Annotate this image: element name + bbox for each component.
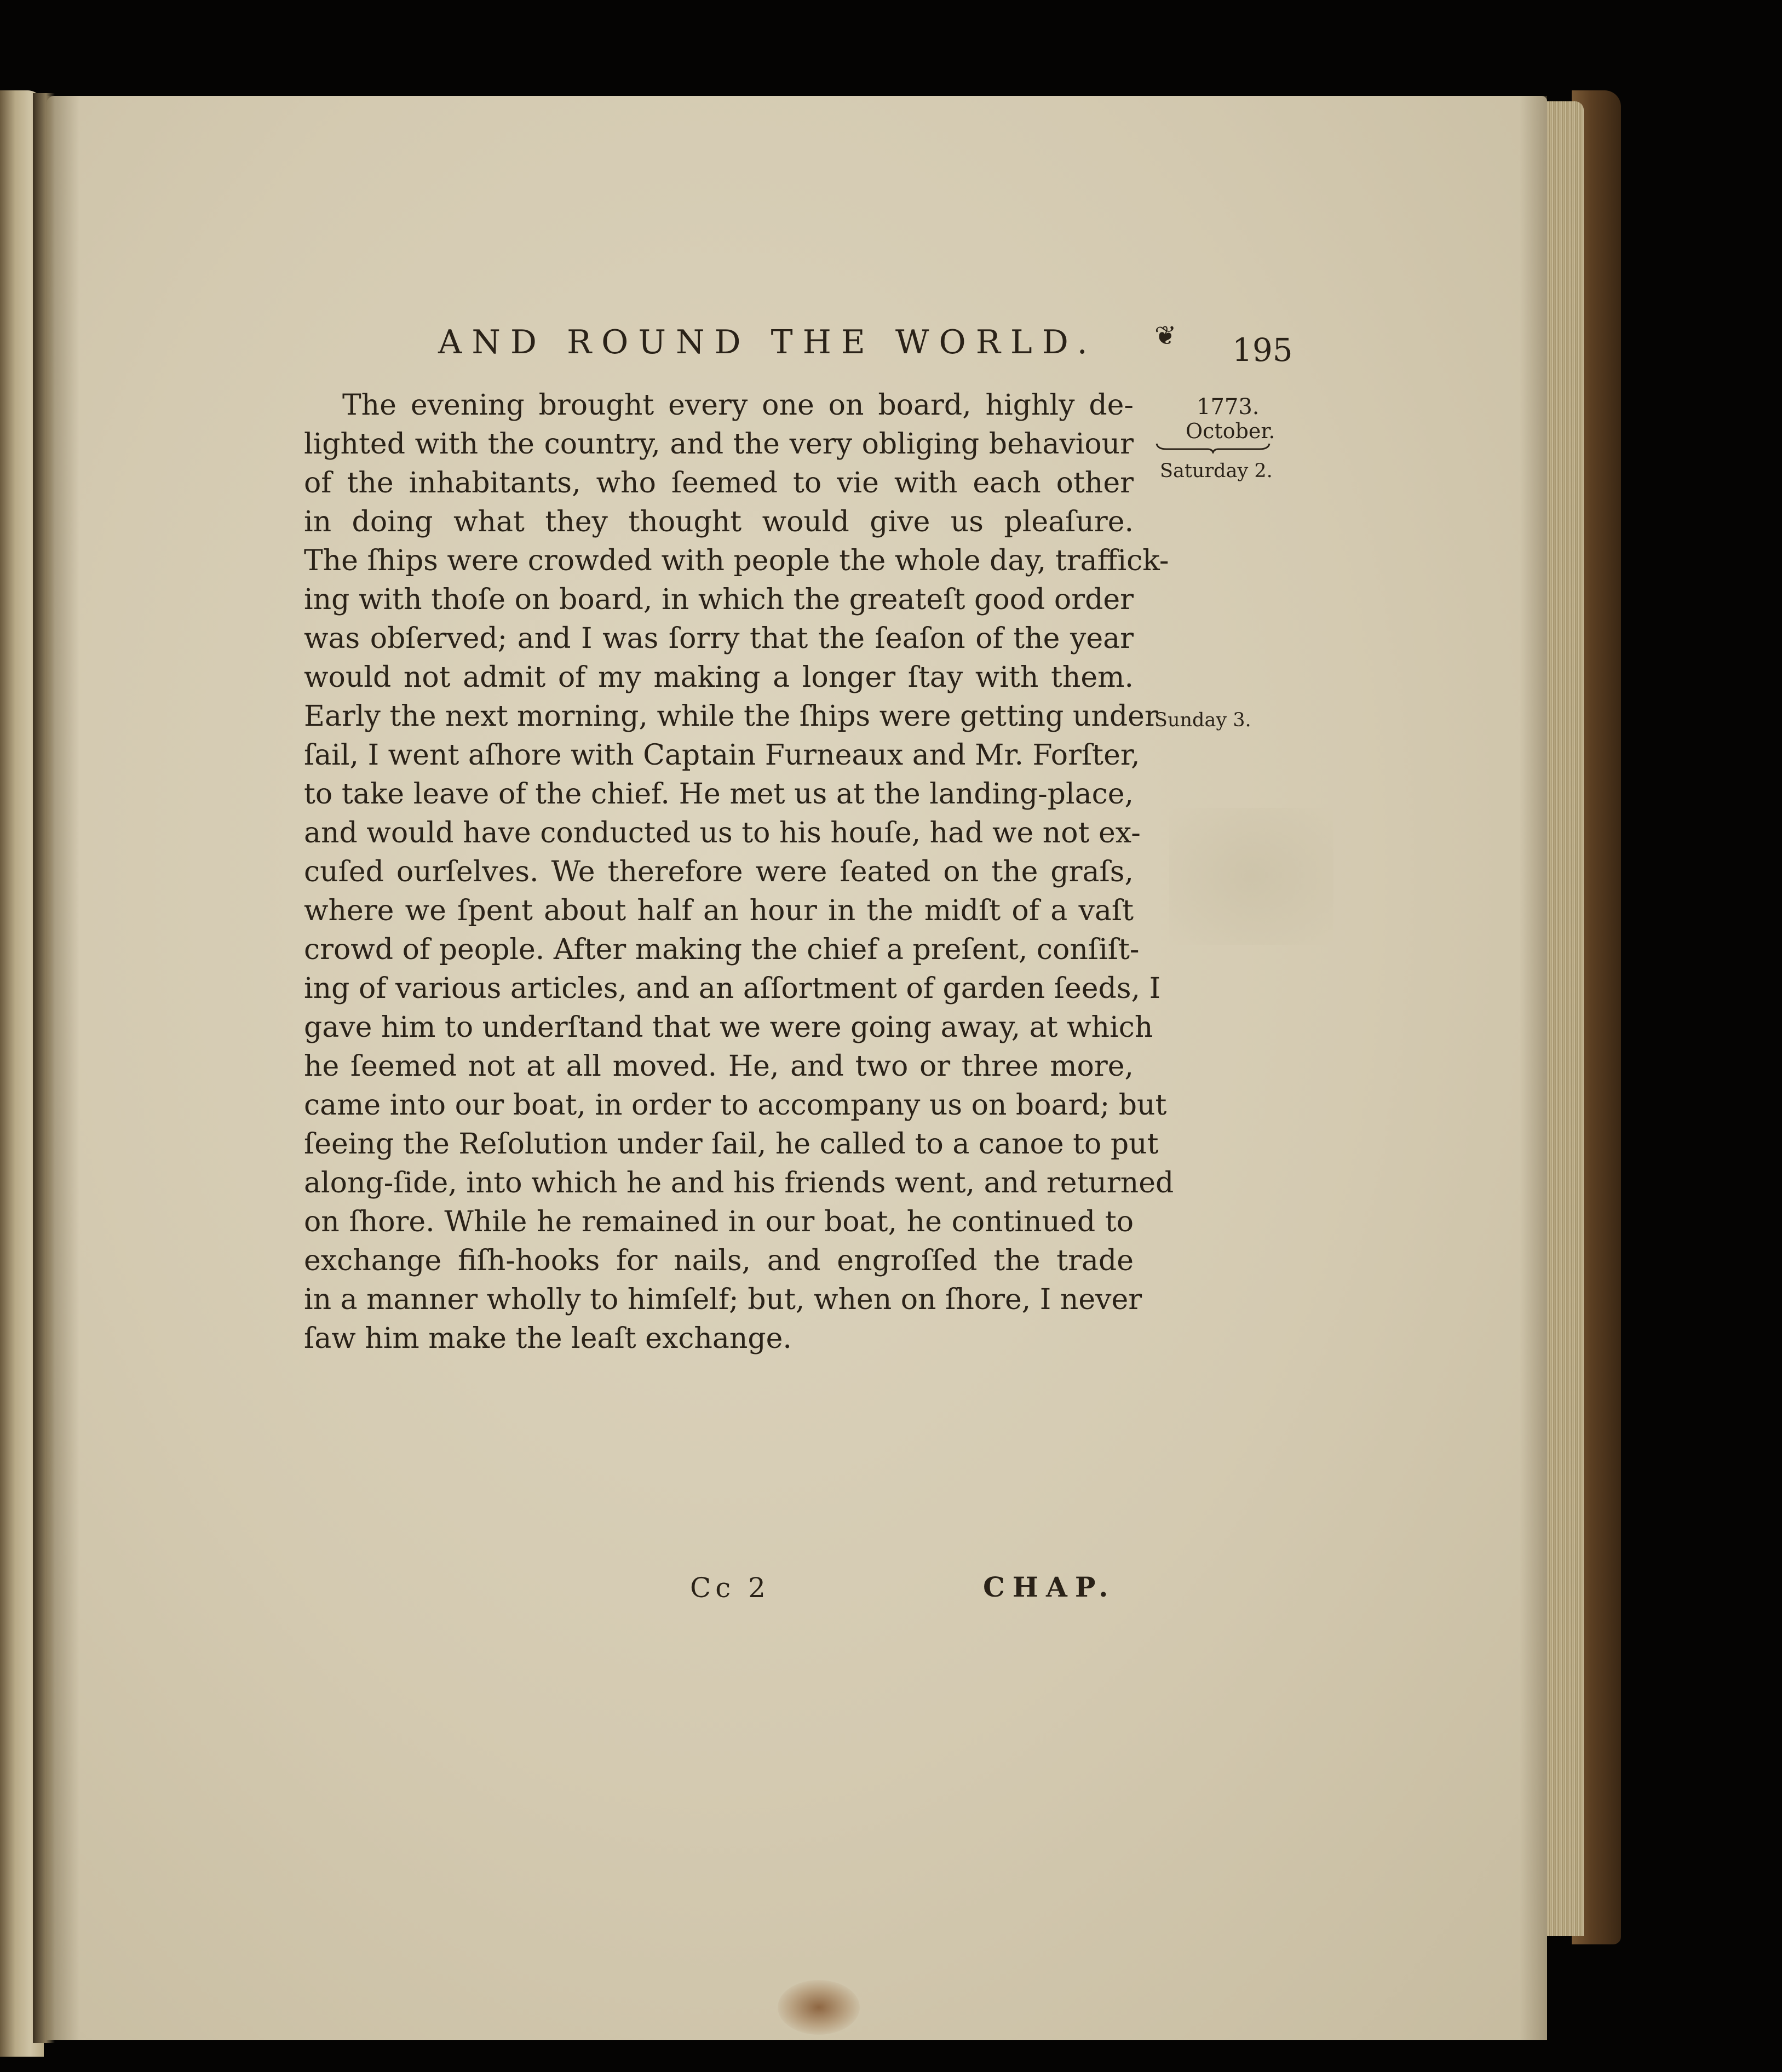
show-through bbox=[1169, 808, 1333, 945]
text-line: would not admit of my making a longer ſtay with them. bbox=[304, 661, 1134, 694]
text-line: ſail, I went aſhore with Captain Furneaux and Mr. Forſter, bbox=[304, 739, 1140, 772]
text-line: to take leave of the chief. He met us at the landing-place, bbox=[304, 778, 1134, 811]
text-line: gave him to underſtand that we were going away, at which bbox=[304, 1011, 1153, 1044]
text-line: cuſed ourſelves. We therefore were ſeated on the graſs, bbox=[304, 856, 1134, 888]
text-line: and would have conducted us to his houſe, had we not ex- bbox=[304, 817, 1141, 850]
text-line: ſeeing the Reſolution under ſail, he called to a canoe to put bbox=[304, 1128, 1159, 1161]
margin-brace-icon bbox=[1156, 443, 1271, 454]
margin-year: 1773. bbox=[1197, 394, 1260, 420]
text-line: of the inhabitants, who ſeemed to vie with each other bbox=[304, 467, 1134, 500]
margin-month: October. bbox=[1186, 419, 1275, 443]
text-line: The evening brought every one on board, highly de- bbox=[342, 389, 1134, 422]
text-line: on ſhore. While he remained in our boat, he continued to bbox=[304, 1206, 1134, 1238]
text-line: lighted with the country, and the very obliging behaviour bbox=[304, 428, 1134, 461]
catchword: CHAP. bbox=[983, 1571, 1116, 1603]
printer-ornament-icon: ❦ bbox=[1154, 322, 1177, 351]
text-line: along-ſide, into which he and his friends went, and returned bbox=[304, 1167, 1174, 1199]
text-line: was obſerved; and I was ſorry that the ſeaſon of the year bbox=[304, 622, 1134, 655]
body-paragraph bbox=[304, 386, 1174, 1358]
signature-mark: Cc 2 bbox=[690, 1572, 770, 1604]
page-number: 195 bbox=[1232, 331, 1293, 369]
text-line: in a manner wholly to himſelf; but, when on ſhore, I never bbox=[304, 1283, 1142, 1316]
text-line: Early the next morning, while the ſhips were getting under bbox=[304, 700, 1158, 733]
text-line: in doing what they thought would give us pleaſure. bbox=[304, 506, 1134, 538]
text-line: The ſhips were crowded with people the whole day, traffick- bbox=[304, 544, 1169, 577]
running-head: AND ROUND THE WORLD. bbox=[438, 323, 1097, 361]
text-line: exchange fiſh-hooks for nails, and engroſſed the trade bbox=[304, 1244, 1134, 1277]
text-line: ſaw him make the leaſt exchange. bbox=[304, 1322, 792, 1355]
margin-date-saturday: Saturday 2. bbox=[1160, 460, 1273, 482]
text-line: where we ſpent about half an hour in the midſt of a vaſt bbox=[304, 894, 1134, 927]
text-line: ing of various articles, and an aſſortment of garden ſeeds, I bbox=[304, 972, 1161, 1005]
margin-date-sunday: Sunday 3. bbox=[1154, 709, 1251, 731]
text-line: ing with thoſe on board, in which the greateſt good order bbox=[304, 583, 1134, 616]
text-line: crowd of people. After making the chief a preſent, conſiſt- bbox=[304, 933, 1140, 966]
text-line: came into our boat, in order to accompany us on board; but bbox=[304, 1089, 1167, 1122]
binding-gutter bbox=[33, 93, 55, 2043]
text-line: he ſeemed not at all moved. He, and two or three more, bbox=[304, 1050, 1134, 1083]
foxing-stain bbox=[778, 1980, 860, 2035]
